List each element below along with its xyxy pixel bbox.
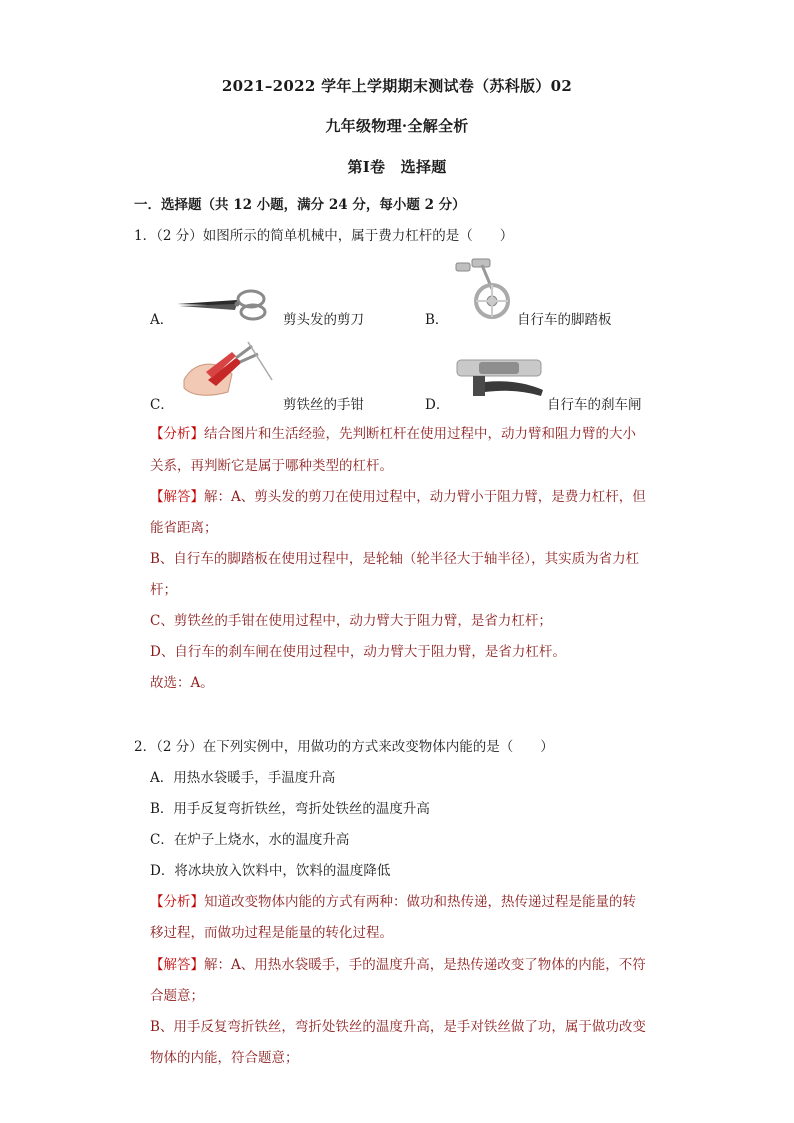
q2-answer-line-3: B、用手反复弯折铁丝，弯折处铁丝的温度升高，是手对铁丝做了功，属于做功改变	[150, 1019, 646, 1035]
q1-answer-line-1	[150, 485, 646, 505]
q2-analysis-line-1	[150, 890, 636, 910]
q1-answer-line-7: 故选：A。	[150, 675, 214, 691]
scissors-icon	[175, 288, 275, 322]
answer-tag: 【解答】	[150, 957, 204, 973]
q2-answer-line-4: 物体的内能，符合题意；	[150, 1050, 299, 1066]
q1-option-d-text: 自行车的刹车闸	[547, 397, 642, 413]
q1-analysis-line-2: 关系，再判断它是属于哪种类型的杠杆。	[150, 458, 393, 474]
q1-answer-line-6: D、自行车的刹车闸在使用过程中，动力臂大于阻力臂，是省力杠杆。	[150, 644, 566, 660]
q1-answer-line-3: B、自行车的脚踏板在使用过程中，是轮轴（轮半径大于轴半径），其实质为省力杠	[150, 551, 640, 567]
question-2-stem: 2．（2 分）在下列实例中，用做功的方式来改变物体内能的是（ ）	[134, 739, 554, 755]
q1-answer-line-5: C、剪铁丝的手钳在使用过程中，动力臂大于阻力臂，是省力杠杆；	[150, 613, 552, 629]
answer-text: 解：A、剪头发的剪刀在使用过程中，动力臂小于阻力臂，是费力杠杆，但	[204, 489, 646, 505]
question-1-stem: 1．（2 分）如图所示的简单机械中，属于费力杠杆的是（ ）	[134, 228, 514, 244]
analysis-tag: 【分析】	[150, 426, 204, 442]
q2-option-d: D．将冰块放入饮料中，饮料的温度降低	[150, 863, 391, 879]
q1-option-b-text: 自行车的脚踏板	[517, 312, 612, 328]
q1-answer-line-4: 杆；	[150, 582, 177, 598]
bicycle-pedal-icon	[452, 255, 514, 321]
document-subtitle: 九年级物理·全解全析	[325, 117, 469, 135]
q1-analysis-line-1	[150, 422, 636, 442]
brake-lever-icon	[455, 358, 545, 402]
answer-text: 解：A、用热水袋暖手，手的温度升高，是热传递改变了物体的内能，不符	[204, 957, 646, 973]
answer-tag: 【解答】	[150, 489, 204, 505]
q1-option-c-label: C．	[150, 397, 174, 413]
q2-option-a: A．用热水袋暖手，手温度升高	[150, 770, 336, 786]
q1-option-a-label: A．	[150, 312, 174, 328]
analysis-text: 结合图片和生活经验，先判断杠杆在使用过程中，动力臂和阻力臂的大小	[204, 426, 636, 442]
analysis-text: 知道改变物体内能的方式有两种：做功和热传递，热传递过程是能量的转	[204, 894, 636, 910]
q1-option-b-label: B．	[425, 312, 449, 328]
q1-answer-line-2: 能省距离；	[150, 520, 218, 536]
q2-analysis-line-2: 移过程，而做功过程是能量的转化过程。	[150, 925, 393, 941]
document-title: 2021–2022 学年上学期期末测试卷（苏科版）02	[221, 77, 573, 95]
q2-answer-line-2: 合题意；	[150, 988, 204, 1004]
pliers-icon	[178, 340, 276, 400]
q1-option-c-text: 剪铁丝的手钳	[283, 397, 364, 413]
section-heading: 一．选择题（共 12 小题，满分 24 分，每小题 2 分）	[134, 197, 466, 213]
q2-option-c: C．在炉子上烧水，水的温度升高	[150, 832, 350, 848]
analysis-tag: 【分析】	[150, 894, 204, 910]
q2-option-b: B．用手反复弯折铁丝，弯折处铁丝的温度升高	[150, 801, 430, 817]
q2-answer-line-1	[150, 953, 646, 973]
q1-option-a-text: 剪头发的剪刀	[283, 312, 364, 328]
part-heading: 第Ⅰ卷 选择题	[347, 158, 447, 176]
q1-option-d-label: D．	[425, 397, 450, 413]
